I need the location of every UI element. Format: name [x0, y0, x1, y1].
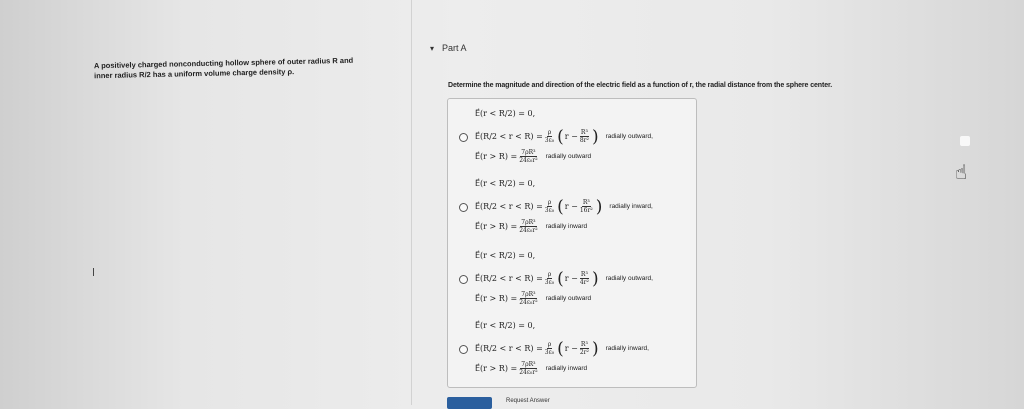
- direction: radially outward,: [605, 133, 653, 140]
- option-3-line-2: [475, 268, 653, 289]
- direction: radially inward,: [605, 345, 649, 352]
- option-1-line-1: E⃗(r < R/2) = 0,: [475, 109, 536, 118]
- option-2-line-3: [475, 219, 587, 234]
- problem-line-1: A positively charged nonconducting hollow sphere of outer radius R and: [93, 55, 354, 71]
- side-marker: [960, 136, 970, 146]
- coef-fraction: $\frac{\rho}{\text{3ε₀}}$: [544, 129, 555, 144]
- left-paren: (: [557, 196, 564, 217]
- direction: radially outward,: [605, 275, 653, 282]
- option-4[interactable]: [448, 317, 696, 377]
- r-var: r −: [564, 202, 578, 211]
- left-paren: (: [557, 338, 564, 359]
- left-paren: (: [557, 268, 564, 289]
- term-fraction: $\frac{\text{R³}}{\text{4r²}}$: [579, 271, 589, 286]
- outer-fraction: $\frac{\text{7ρR³}}{\text{24ε₀r²}}$: [519, 291, 538, 306]
- right-paren: ): [591, 268, 599, 289]
- right-paren: ): [595, 196, 603, 217]
- option-2-line-1: E⃗(r < R/2) = 0,: [475, 179, 536, 188]
- text-cursor-mark: [93, 268, 94, 276]
- right-paren: ): [591, 338, 599, 359]
- submit-button[interactable]: [447, 397, 492, 409]
- outer-fraction: $\frac{\text{7ρR³}}{\text{24ε₀r²}}$: [519, 149, 538, 164]
- option-4-line-2: [475, 338, 649, 359]
- coef-fraction: $\frac{\rho}{\text{3ε₀}}$: [544, 271, 555, 286]
- option-4-line-3: [475, 361, 587, 376]
- lhs: E⃗(r > R) =: [475, 364, 518, 373]
- left-paren: (: [557, 126, 564, 147]
- option-1-line-2: [475, 126, 653, 147]
- direction: radially inward: [545, 365, 588, 372]
- part-a-header[interactable]: [430, 43, 467, 53]
- option-4-line-1: E⃗(r < R/2) = 0,: [475, 321, 536, 330]
- r-var: r −: [564, 344, 578, 353]
- outer-fraction: $\frac{\text{7ρR³}}{\text{24ε₀r²}}$: [519, 219, 538, 234]
- answer-options: [447, 98, 697, 388]
- part-label: Part A: [442, 43, 467, 53]
- option-1-line-3: [475, 149, 591, 164]
- term-fraction: $\frac{\text{R³}}{\text{8r²}}$: [579, 129, 589, 144]
- radio-option-4[interactable]: [459, 345, 468, 354]
- term-fraction: $\frac{\text{R³}}{\text{2r²}}$: [579, 341, 589, 356]
- lhs: E⃗(r > R) =: [475, 222, 518, 231]
- request-answer-link[interactable]: Request Answer: [506, 398, 550, 404]
- lhs: E⃗(r > R) =: [475, 152, 518, 161]
- direction: radially outward: [545, 153, 592, 160]
- radio-option-1[interactable]: [459, 133, 468, 142]
- chevron-down-icon[interactable]: ▾: [430, 43, 435, 53]
- radio-option-2[interactable]: [459, 203, 468, 212]
- option-1[interactable]: [448, 105, 696, 165]
- lhs: E⃗(R/2 < r < R) =: [475, 202, 543, 211]
- direction: radially inward: [545, 223, 588, 230]
- problem-statement: [94, 55, 404, 81]
- lhs: E⃗(R/2 < r < R) =: [475, 132, 543, 141]
- option-3-line-1: E⃗(r < R/2) = 0,: [475, 251, 536, 260]
- direction: radially outward: [545, 295, 592, 302]
- r-var: r −: [564, 274, 578, 283]
- option-3-line-3: [475, 291, 591, 306]
- radio-option-3[interactable]: [459, 275, 468, 284]
- r-var: r −: [564, 132, 578, 141]
- lhs: E⃗(r > R) =: [475, 294, 518, 303]
- option-2-line-2: [475, 196, 653, 217]
- hand-pointer-icon: ☝: [955, 162, 968, 184]
- lhs: E⃗(R/2 < r < R) =: [475, 274, 543, 283]
- option-3[interactable]: [448, 247, 696, 307]
- panel-divider: [411, 0, 412, 405]
- lhs: E⃗(R/2 < r < R) =: [475, 344, 543, 353]
- coef-fraction: $\frac{\rho}{\text{3ε₀}}$: [544, 341, 555, 356]
- term-fraction: $\frac{\text{R³}}{\text{16r²}}$: [579, 199, 593, 214]
- coef-fraction: $\frac{\rho}{\text{3ε₀}}$: [544, 199, 555, 214]
- direction: radially inward,: [609, 203, 653, 210]
- outer-fraction: $\frac{\text{7ρR³}}{\text{24ε₀r²}}$: [519, 361, 538, 376]
- right-paren: ): [591, 126, 599, 147]
- problem-line-2: inner radius R/2 has a uniform volume charge density ρ.: [94, 67, 295, 81]
- option-2[interactable]: [448, 175, 696, 235]
- question-prompt: Determine the magnitude and direction of the electric field as a function of r, the radial distance from the sphere center.: [448, 82, 833, 89]
